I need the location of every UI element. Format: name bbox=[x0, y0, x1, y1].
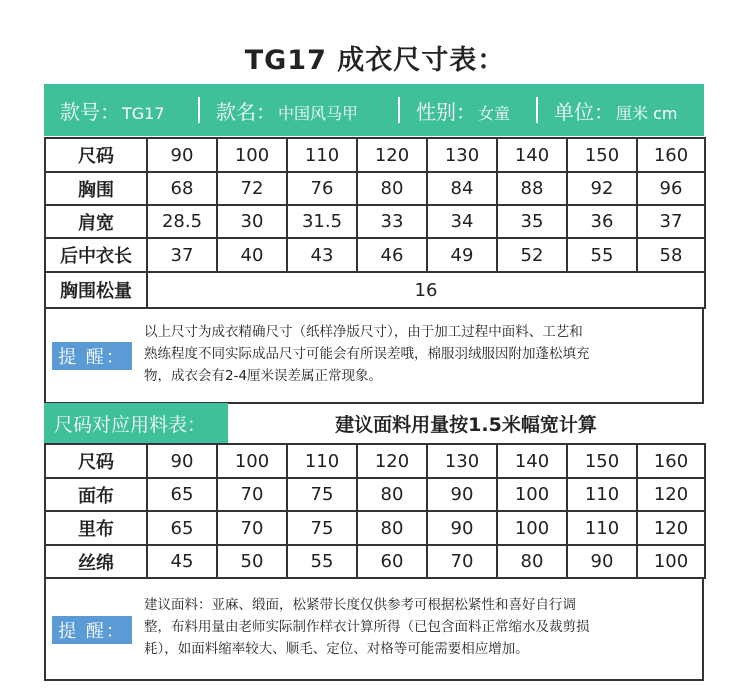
table-cell: 72 bbox=[217, 172, 287, 205]
table-cell: 46 bbox=[357, 238, 427, 272]
table-cell: 35 bbox=[497, 205, 567, 238]
info-bar bbox=[44, 84, 704, 136]
reminder-line: 熟练程度不同实际成品尺寸可能会有所误差哦，棉服羽绒服因附加蓬松填充 bbox=[144, 346, 590, 362]
ease-value: 16 bbox=[147, 272, 705, 308]
reminder-box bbox=[44, 308, 704, 404]
table-cell: 110 bbox=[287, 444, 357, 478]
unit-value: 厘米 cm bbox=[616, 103, 678, 123]
table-row bbox=[45, 238, 705, 272]
row-label: 丝绵 bbox=[45, 545, 147, 578]
table-cell: 65 bbox=[147, 478, 217, 511]
table-cell: 90 bbox=[427, 511, 497, 545]
fabric-reminder-badge: 提 醒： bbox=[52, 616, 132, 644]
style-no-value: TG17 bbox=[122, 103, 165, 123]
style-name bbox=[200, 96, 398, 125]
table-cell: 45 bbox=[147, 545, 217, 578]
table-cell: 120 bbox=[357, 444, 427, 478]
fabric-reminder-line: 整，布料用量由老师实际制作样衣计算所得（已包含面料正常缩水及裁剪损 bbox=[144, 619, 590, 635]
table-row bbox=[45, 478, 705, 511]
row-label: 胸围松量 bbox=[45, 272, 147, 308]
table-cell: 100 bbox=[217, 444, 287, 478]
table-cell: 120 bbox=[637, 511, 705, 545]
table-cell: 80 bbox=[497, 545, 567, 578]
fabric-reminder-text bbox=[144, 594, 704, 660]
gender-value: 女童 bbox=[478, 103, 511, 123]
table-cell: 150 bbox=[567, 138, 637, 172]
style-name-value: 中国风马甲 bbox=[278, 103, 359, 123]
table-row bbox=[45, 511, 705, 545]
table-cell: 55 bbox=[287, 545, 357, 578]
fabric-section-subtitle: 建议面料用量按1.5米幅宽计算 bbox=[335, 413, 597, 436]
table-cell: 31.5 bbox=[287, 205, 357, 238]
table-cell: 84 bbox=[427, 172, 497, 205]
table-cell: 90 bbox=[427, 478, 497, 511]
table-cell: 70 bbox=[217, 511, 287, 545]
reminder-badge: 提 醒： bbox=[52, 342, 132, 370]
unit-label: 单位： bbox=[554, 99, 614, 124]
table-cell: 130 bbox=[427, 444, 497, 478]
fabric-reminder-line: 耗），如面料缩率较大、顺毛、定位、对格等可能需要相应增加。 bbox=[144, 641, 529, 657]
table-cell: 75 bbox=[287, 511, 357, 545]
page-title: TG17 成衣尺寸表： bbox=[244, 45, 506, 76]
table-cell: 90 bbox=[147, 444, 217, 478]
table-cell: 120 bbox=[357, 138, 427, 172]
row-label: 面布 bbox=[45, 478, 147, 511]
style-no-label: 款号： bbox=[60, 99, 120, 124]
table-cell: 110 bbox=[567, 511, 637, 545]
table-cell: 140 bbox=[497, 444, 567, 478]
fabric-table bbox=[44, 443, 706, 579]
gender-label: 性别： bbox=[416, 99, 476, 124]
row-label: 尺码 bbox=[45, 444, 147, 478]
table-cell: 110 bbox=[287, 138, 357, 172]
table-cell: 43 bbox=[287, 238, 357, 272]
table-row bbox=[45, 272, 705, 308]
table-cell: 160 bbox=[637, 138, 705, 172]
table-cell: 30 bbox=[217, 205, 287, 238]
row-label: 肩宽 bbox=[45, 205, 147, 238]
table-cell: 110 bbox=[567, 478, 637, 511]
row-label: 尺码 bbox=[45, 138, 147, 172]
table-cell: 37 bbox=[637, 205, 705, 238]
table-cell: 55 bbox=[567, 238, 637, 272]
unit bbox=[538, 96, 704, 125]
table-cell: 90 bbox=[147, 138, 217, 172]
table-cell: 100 bbox=[637, 545, 705, 578]
table-cell: 52 bbox=[497, 238, 567, 272]
table-cell: 140 bbox=[497, 138, 567, 172]
table-row bbox=[45, 545, 705, 578]
table-cell: 100 bbox=[497, 511, 567, 545]
table-cell: 100 bbox=[217, 138, 287, 172]
row-label: 后中衣长 bbox=[45, 238, 147, 272]
row-label: 胸围 bbox=[45, 172, 147, 205]
table-cell: 90 bbox=[567, 545, 637, 578]
table-row bbox=[45, 172, 705, 205]
table-cell: 36 bbox=[567, 205, 637, 238]
table-cell: 160 bbox=[637, 444, 705, 478]
fabric-reminder-box bbox=[44, 578, 704, 681]
fabric-section-header bbox=[44, 403, 704, 443]
table-cell: 76 bbox=[287, 172, 357, 205]
table-cell: 96 bbox=[637, 172, 705, 205]
table-cell: 80 bbox=[357, 172, 427, 205]
style-no bbox=[44, 96, 198, 125]
reminder-line: 以上尺寸为成衣精确尺寸（纸样净版尺寸），由于加工过程中面料、工艺和 bbox=[144, 324, 583, 340]
table-cell: 50 bbox=[217, 545, 287, 578]
table-cell: 49 bbox=[427, 238, 497, 272]
table-cell: 58 bbox=[637, 238, 705, 272]
table-cell: 40 bbox=[217, 238, 287, 272]
reminder-line: 物，成衣会有2-4厘米误差属正常现象。 bbox=[144, 368, 383, 384]
fabric-reminder-line: 建议面料：亚麻、缎面，松紧带长度仅供参考可根据松紧性和喜好自行调 bbox=[144, 597, 576, 613]
table-cell: 150 bbox=[567, 444, 637, 478]
table-cell: 37 bbox=[147, 238, 217, 272]
table-cell: 60 bbox=[357, 545, 427, 578]
table-cell: 28.5 bbox=[147, 205, 217, 238]
table-cell: 92 bbox=[567, 172, 637, 205]
style-name-label: 款名： bbox=[216, 99, 276, 124]
table-cell: 75 bbox=[287, 478, 357, 511]
table-cell: 70 bbox=[217, 478, 287, 511]
table-cell: 80 bbox=[357, 511, 427, 545]
table-cell: 33 bbox=[357, 205, 427, 238]
table-cell: 65 bbox=[147, 511, 217, 545]
table-cell: 120 bbox=[637, 478, 705, 511]
gender bbox=[400, 96, 536, 125]
size-table bbox=[44, 137, 706, 309]
fabric-section-title: 尺码对应用料表： bbox=[44, 403, 228, 443]
table-row bbox=[45, 205, 705, 238]
table-cell: 88 bbox=[497, 172, 567, 205]
reminder-text bbox=[144, 321, 704, 387]
table-cell: 130 bbox=[427, 138, 497, 172]
table-row bbox=[45, 444, 705, 478]
table-cell: 100 bbox=[497, 478, 567, 511]
row-label: 里布 bbox=[45, 511, 147, 545]
table-row bbox=[45, 138, 705, 172]
table-cell: 68 bbox=[147, 172, 217, 205]
table-cell: 70 bbox=[427, 545, 497, 578]
table-cell: 80 bbox=[357, 478, 427, 511]
table-cell: 34 bbox=[427, 205, 497, 238]
